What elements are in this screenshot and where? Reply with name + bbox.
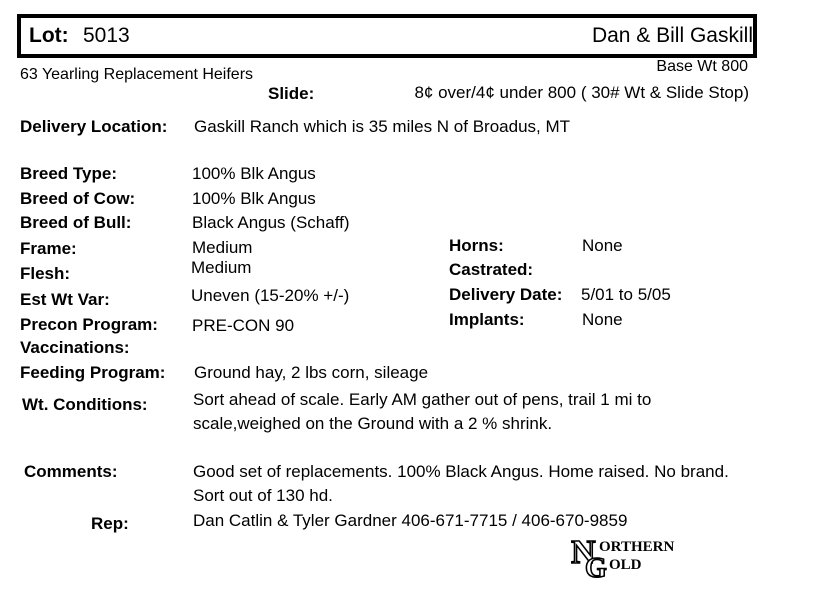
frame-label: Frame: (20, 239, 77, 258)
lot-number: 5013 (83, 24, 130, 47)
comments-line1: Good set of replacements. 100% Black Angus. Home raised. No brand. (193, 462, 729, 481)
horns-value: None (582, 236, 623, 255)
delivery-date-value: 5/01 to 5/05 (581, 285, 671, 304)
precon-label: Precon Program: (20, 315, 158, 334)
est-wt-var-value: Uneven (15-20% +/-) (191, 286, 350, 305)
implants-label: Implants: (449, 310, 525, 329)
frame-value: Medium (192, 238, 253, 257)
breed-of-cow-value: 100% Blk Angus (192, 189, 316, 208)
delivery-date-label: Delivery Date: (449, 285, 563, 304)
northern-gold-logo (571, 533, 701, 579)
horns-label: Horns: (449, 236, 504, 255)
vaccinations-label: Vaccinations: (20, 338, 130, 357)
slide-value: 8¢ over/4¢ under 800 ( 30# Wt & Slide Stop) (414, 83, 749, 102)
comments-label: Comments: (24, 462, 118, 481)
flesh-label: Flesh: (20, 264, 71, 283)
lot-label: Lot: (29, 24, 69, 47)
delivery-location-value: Gaskill Ranch which is 35 miles N of Broadus, MT (194, 117, 571, 136)
rep-label: Rep: (91, 514, 129, 533)
lot-description: 63 Yearling Replacement Heifers (20, 66, 254, 83)
comments-line2: Sort out of 130 hd. (193, 486, 333, 505)
lot-header (17, 14, 757, 58)
breed-type-value: 100% Blk Angus (192, 164, 316, 183)
castrated-label: Castrated: (449, 260, 534, 279)
feeding-program-label: Feeding Program: (20, 363, 166, 382)
breed-type-label: Breed Type: (20, 164, 117, 183)
logo-letter-g: G (585, 553, 607, 579)
precon-value: PRE-CON 90 (192, 316, 295, 335)
delivery-location-label: Delivery Location: (20, 117, 168, 136)
base-weight: Base Wt 800 (656, 58, 748, 75)
breed-of-bull-value: Black Angus (Schaff) (192, 213, 350, 232)
logo-letter-n: N (571, 534, 596, 571)
breed-of-bull-label: Breed of Bull: (20, 213, 132, 232)
breed-of-cow-label: Breed of Cow: (20, 189, 136, 208)
logo-text-bottom: OLD (609, 557, 642, 573)
seller-name: Dan & Bill Gaskill (591, 24, 753, 47)
est-wt-var-label: Est Wt Var: (20, 290, 110, 309)
rep-value: Dan Catlin & Tyler Gardner 406-671-7715 / 406-670-9859 (193, 511, 628, 530)
feeding-program-value: Ground hay, 2 lbs corn, sileage (194, 363, 429, 382)
implants-value: None (582, 310, 623, 329)
wt-conditions-label: Wt. Conditions: (22, 395, 148, 414)
wt-conditions-line1: Sort ahead of scale. Early AM gather out of pens, trail 1 mi to (193, 390, 652, 409)
slide-label: Slide: (268, 84, 315, 103)
logo-text-top: ORTHERN (599, 539, 675, 555)
northern-gold-logo-art (571, 533, 701, 579)
flesh-value: Medium (191, 258, 252, 277)
wt-conditions-line2: scale,weighed on the Ground with a 2 % shrink. (193, 414, 553, 433)
